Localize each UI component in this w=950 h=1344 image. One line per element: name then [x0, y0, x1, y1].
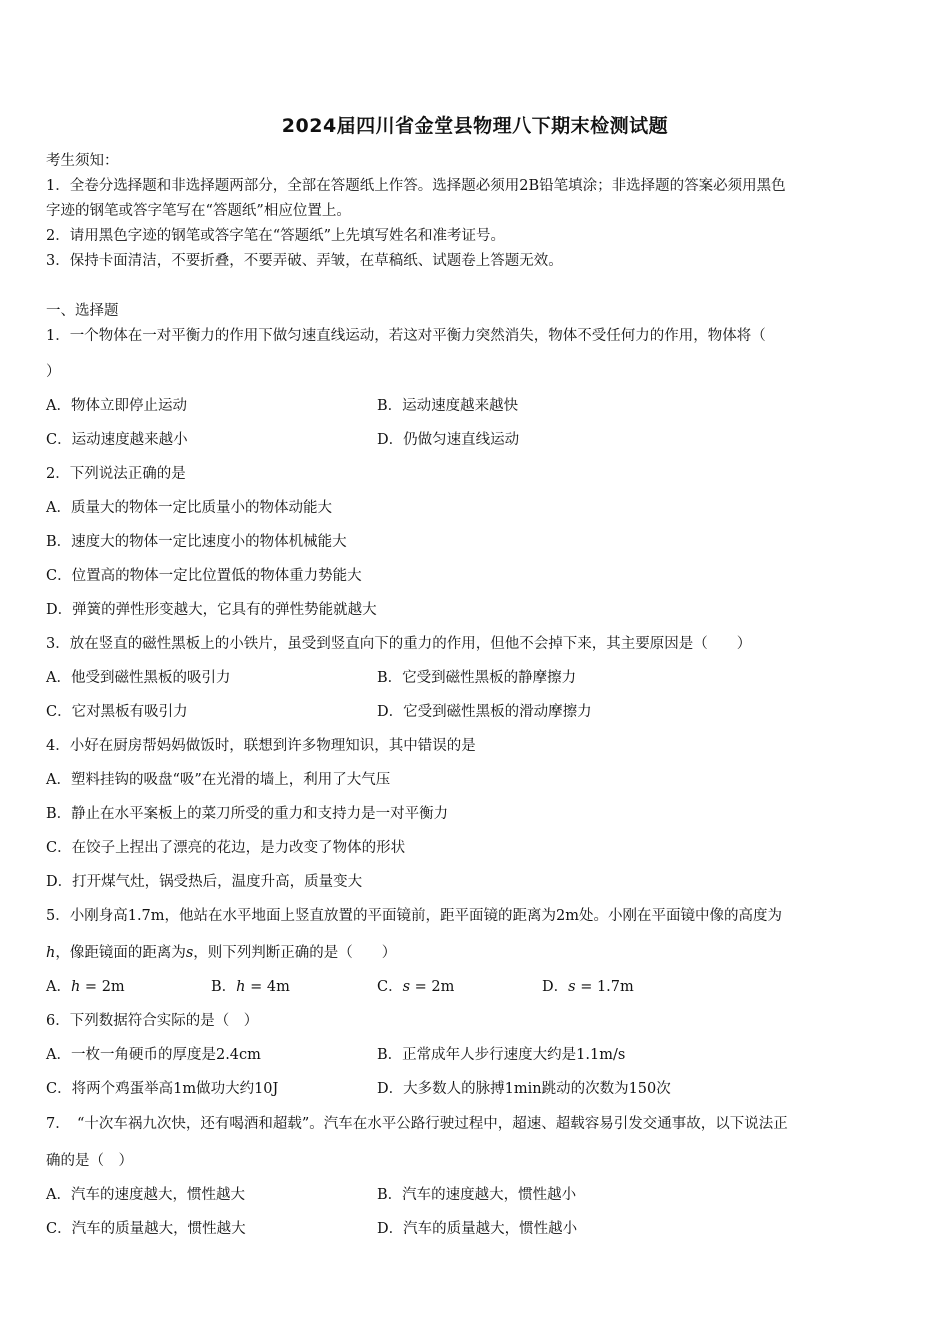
question-2-option-a: A．质量大的物体一定比质量小的物体动能大: [46, 500, 332, 516]
question-1-stem-cont: ）: [46, 364, 61, 380]
page-title: 2024届四川省金堂县物理八下期末检测试题: [281, 115, 669, 137]
question-5-option-c: C．s = 2m: [377, 979, 455, 995]
question-3-option-b: B．它受到磁性黑板的静摩擦力: [377, 670, 577, 686]
notice-heading: 考生须知：: [46, 153, 119, 169]
question-4-stem: 4．小好在厨房帮妈妈做饭时，联想到许多物理知识，其中错误的是: [46, 738, 476, 754]
question-5-stem: 5．小刚身高1.7m，他站在水平地面上竖直放置的平面镜前，距平面镜的距离为2m处。小刚在平面镜中像的高度为: [46, 908, 783, 924]
section-heading: 一、选择题: [46, 303, 119, 319]
question-1-option-d: D．仍做匀速直线运动: [377, 432, 520, 448]
question-3-option-a: A．他受到磁性黑板的吸引力: [46, 670, 231, 686]
question-5-stem-cont: h，像距镜面的距离为s，则下列判断正确的是（ ）: [46, 945, 397, 961]
question-2-option-d: D．弹簧的弹性形变越大，它具有的弹性势能就越大: [46, 602, 377, 618]
question-1-option-c: C．运动速度越来越小: [46, 432, 188, 448]
question-2-option-b: B．速度大的物体一定比速度小的物体机械能大: [46, 534, 347, 550]
question-4-option-d: D．打开煤气灶，锅受热后，温度升高，质量变大: [46, 874, 363, 890]
variable-h: h: [46, 945, 56, 961]
question-7-option-d: D．汽车的质量越大，惯性越小: [377, 1221, 578, 1237]
question-7-option-c: C．汽车的质量越大，惯性越大: [46, 1221, 246, 1237]
question-4-option-c: C．在饺子上捏出了漂亮的花边，是力改变了物体的形状: [46, 840, 406, 856]
question-2-stem: 2．下列说法正确的是: [46, 466, 186, 482]
question-7-option-a: A．汽车的速度越大，惯性越大: [46, 1187, 245, 1203]
question-3-option-d: D．它受到磁性黑板的滑动摩擦力: [377, 704, 592, 720]
question-7-stem-cont: 确的是（ ）: [46, 1153, 133, 1169]
question-6-option-b: B．正常成年人步行速度大约是1.1m/s: [377, 1047, 626, 1063]
question-6-option-a: A．一枚一角硬币的厚度是2.4cm: [46, 1047, 261, 1063]
question-6-option-c: C．将两个鸡蛋举高1m做功大约10J: [46, 1081, 279, 1097]
question-3-option-c: C．它对黑板有吸引力: [46, 704, 188, 720]
question-6-option-d: D．大多数人的脉搏1min跳动的次数为150次: [377, 1081, 671, 1097]
question-2-option-c: C．位置高的物体一定比位置低的物体重力势能大: [46, 568, 362, 584]
question-4-option-b: B．静止在水平案板上的菜刀所受的重力和支持力是一对平衡力: [46, 806, 449, 822]
question-4-option-a: A．塑料挂钩的吸盘“吸”在光滑的墙上，利用了大气压: [46, 772, 391, 788]
question-3-stem: 3．放在竖直的磁性黑板上的小铁片，虽受到竖直向下的重力的作用，但他不会掉下来，其主要原因是（ ）: [46, 636, 752, 652]
notice-item: 2．请用黑色字迹的钢笔或答字笔在“答题纸”上先填写姓名和准考证号。: [46, 228, 506, 244]
question-1-option-a: A．物体立即停止运动: [46, 398, 187, 414]
notice-item: 1．全卷分选择题和非选择题两部分，全部在答题纸上作答。选择题必须用2B铅笔填涂；非选择题的答案必须用黑色: [46, 178, 786, 194]
question-1-stem: 1．一个物体在一对平衡力的作用下做匀速直线运动，若这对平衡力突然消失，物体不受任何力的作用，物体将（: [46, 328, 766, 344]
question-7-option-b: B．汽车的速度越大，惯性越小: [377, 1187, 577, 1203]
question-1-option-b: B．运动速度越来越快: [377, 398, 519, 414]
notice-item: 3．保持卡面清洁，不要折叠，不要弄破、弄皱，在草稿纸、试题卷上答题无效。: [46, 253, 563, 269]
variable-s: s: [185, 945, 194, 961]
notice-item: 字迹的钢笔或答字笔写在“答题纸”相应位置上。: [46, 203, 351, 219]
question-7-stem: 7． “十次车祸九次快，还有喝酒和超载”。汽车在水平公路行驶过程中，超速、超载容易引发交通事故，以下说法正: [46, 1116, 788, 1132]
question-5-option-a: A．h = 2m: [46, 979, 125, 995]
question-5-option-b: B．h = 4m: [211, 979, 290, 995]
question-5-option-d: D．s = 1.7m: [542, 979, 634, 995]
question-6-stem: 6．下列数据符合实际的是（ ）: [46, 1013, 259, 1029]
